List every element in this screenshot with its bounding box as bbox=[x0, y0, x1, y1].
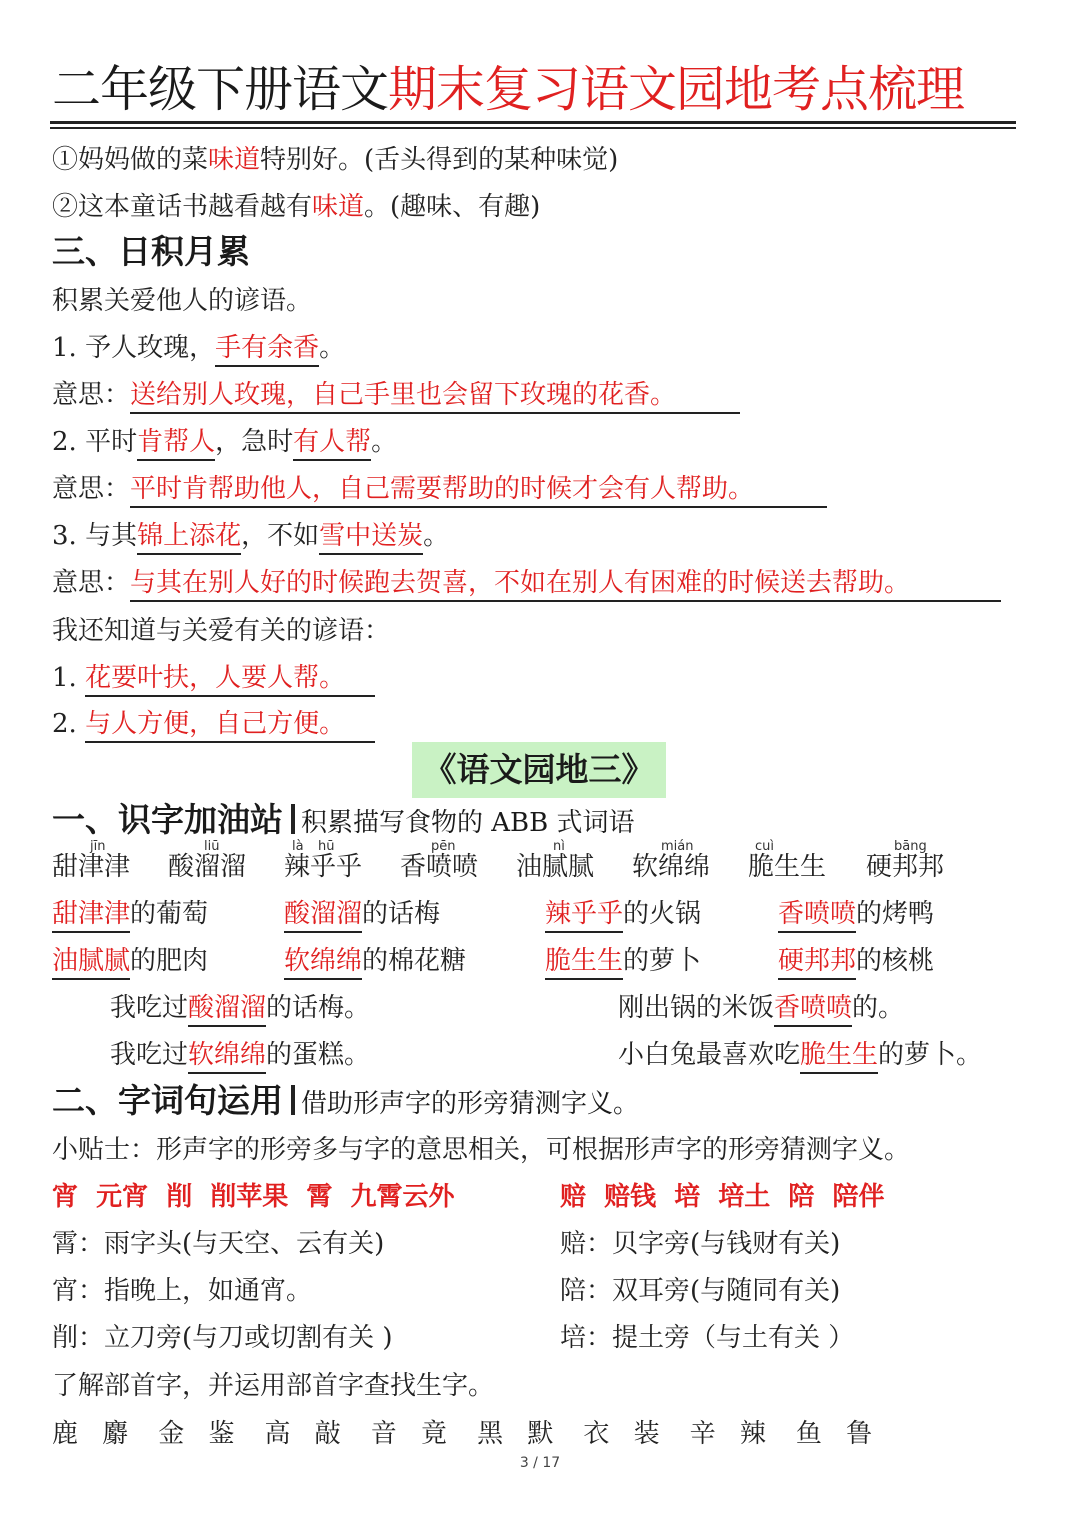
unit-title: 《语文园地三》 bbox=[412, 742, 666, 798]
saying-3 bbox=[52, 518, 449, 555]
phrase-noun: 的葡萄 bbox=[130, 899, 209, 929]
section3-intro: 积累关爱他人的谚语。 bbox=[52, 286, 313, 316]
part1-subheading: 积累描写食物的 ABB 式词语 bbox=[301, 808, 635, 838]
title-black: 二年级下册语文 bbox=[52, 61, 389, 118]
sentence-end: 的蛋糕。 bbox=[266, 1040, 371, 1070]
more-intro: 我还知道与关爱有关的谚语： bbox=[52, 616, 391, 646]
meaning-3-text: 与其在别人好的时候跑去贺喜，不如在别人有困难的时候送去帮助。 bbox=[130, 566, 1001, 602]
sentence-end: 的。 bbox=[852, 993, 905, 1023]
phrase-item bbox=[778, 943, 934, 980]
radical-pair: 辛 辣 bbox=[689, 1419, 774, 1449]
radical-pair: 鹿 麝 bbox=[52, 1419, 137, 1449]
def-left-2: 宵：指晚上，如通宵。 bbox=[52, 1276, 313, 1306]
pinyin-pen: pēn bbox=[431, 839, 456, 854]
phrase-word: 辣乎乎 bbox=[545, 897, 623, 933]
title-red: 期末复习语文园地考点梳理 bbox=[388, 61, 965, 118]
radical-pair: 金 鉴 bbox=[158, 1419, 243, 1449]
weidao-1-pre: ①妈妈做的菜 bbox=[52, 145, 209, 175]
part1-heading-text: 一、识字加油站 bbox=[52, 800, 283, 839]
abb-word: 辣乎乎 bbox=[284, 852, 363, 882]
abb-word: 香喷喷 bbox=[400, 852, 479, 882]
abb-word: 软绵绵 bbox=[632, 852, 711, 882]
saying-1 bbox=[52, 330, 345, 367]
saying-3-end: 。 bbox=[423, 521, 450, 551]
saying-1-fill: 手有余香 bbox=[215, 331, 319, 367]
saying-1-text: 1. 予人玫瑰， bbox=[52, 333, 216, 363]
abb-word: 脆生生 bbox=[748, 852, 827, 882]
radical-pair: 高 敲 bbox=[264, 1419, 349, 1449]
phrase-word: 油腻腻 bbox=[52, 944, 130, 980]
sentence-item bbox=[618, 990, 904, 1027]
title-rule-thick bbox=[50, 121, 1016, 124]
more-saying-2 bbox=[52, 706, 375, 743]
radical-pair: 衣 装 bbox=[583, 1419, 668, 1449]
more-saying-2-num: 2. bbox=[52, 709, 86, 739]
radical-intro: 了解部首字，并运用部首字查找生字。 bbox=[52, 1371, 495, 1401]
phrase-item bbox=[284, 943, 466, 980]
section3-heading: 三、日积月累 bbox=[52, 232, 250, 271]
phrase-word: 脆生生 bbox=[545, 944, 623, 980]
meaning-1-label: 意思： bbox=[52, 380, 131, 410]
page-title bbox=[52, 58, 1022, 122]
saying-1-end: 。 bbox=[319, 333, 346, 363]
pinyin-mian: mián bbox=[661, 839, 694, 854]
more-saying-1 bbox=[52, 660, 375, 697]
meaning-1-text: 送给别人玫瑰，自己手里也会留下玫瑰的花香。 bbox=[130, 378, 740, 414]
pinyin-jin: jīn bbox=[90, 839, 106, 854]
pinyin-liu: liū bbox=[204, 839, 220, 854]
phrase-item bbox=[284, 896, 440, 933]
pinyin-cui: cuì bbox=[755, 839, 774, 854]
sentence-end: 的话梅。 bbox=[266, 993, 371, 1023]
sentence-item bbox=[618, 1037, 982, 1074]
phrase-item bbox=[545, 896, 701, 933]
abb-word: 硬邦邦 bbox=[866, 852, 945, 882]
page-number: 3 / 17 bbox=[519, 1455, 561, 1471]
saying-2-fill-2: 有人帮 bbox=[293, 425, 371, 461]
phrase-item bbox=[545, 943, 701, 980]
phrase-word: 香喷喷 bbox=[778, 897, 856, 933]
saying-3-text-b: ，不如 bbox=[241, 521, 320, 551]
phrase-item bbox=[778, 896, 934, 933]
phrase-word: 硬邦邦 bbox=[778, 944, 856, 980]
sentence-item bbox=[110, 1037, 370, 1074]
def-right-3: 培：提土旁（与土有关 ） bbox=[560, 1323, 855, 1353]
sentence-end: 的萝卜。 bbox=[878, 1040, 983, 1070]
saying-2-end: 。 bbox=[371, 427, 398, 457]
tip-line: 小贴士：形声字的形旁多与字的意思相关，可根据形声字的形旁猜测字义。 bbox=[52, 1135, 911, 1165]
phrase-noun: 的话梅 bbox=[362, 899, 441, 929]
weidao-line-1 bbox=[52, 142, 618, 178]
def-right-1: 赔：贝字旁(与钱财有关) bbox=[560, 1229, 841, 1259]
part2-subheading: 借助形声字的形旁猜测字义。 bbox=[301, 1089, 640, 1119]
radical-pairs bbox=[52, 1416, 902, 1452]
phrase-noun: 的烤鸭 bbox=[856, 899, 935, 929]
red-words-left: 宵 元宵 削 削苹果 霄 九霄云外 bbox=[52, 1182, 455, 1212]
phrase-item bbox=[52, 943, 208, 980]
radical-pair: 鱼 鲁 bbox=[795, 1419, 881, 1449]
part1-heading bbox=[52, 799, 635, 844]
weidao-2-pre: ②这本童话书越看越有 bbox=[52, 192, 313, 222]
meaning-1 bbox=[52, 377, 740, 414]
saying-2-fill-1: 肯帮人 bbox=[137, 425, 215, 461]
red-words-right: 赔 赔钱 培 培土 陪 陪伴 bbox=[560, 1182, 885, 1212]
weidao-2-post: 。(趣味、有趣) bbox=[364, 192, 541, 222]
sentence-word: 软绵绵 bbox=[188, 1038, 266, 1074]
pinyin-ni: nì bbox=[553, 839, 565, 854]
abb-word: 油腻腻 bbox=[516, 852, 595, 882]
saying-2 bbox=[52, 424, 397, 461]
radical-pair: 黑 默 bbox=[477, 1419, 562, 1449]
sentence-start: 我吃过 bbox=[110, 993, 189, 1023]
phrase-noun: 的肥肉 bbox=[130, 946, 209, 976]
weidao-1-word: 味道 bbox=[208, 145, 261, 175]
pinyin-hu: hū bbox=[318, 839, 335, 854]
abb-word: 酸溜溜 bbox=[168, 852, 247, 882]
more-saying-1-text: 花要叶扶，人要人帮。 bbox=[85, 661, 375, 697]
meaning-2-text: 平时肯帮助他人，自己需要帮助的时候才会有人帮助。 bbox=[130, 472, 827, 508]
meaning-2-label: 意思： bbox=[52, 474, 131, 504]
meaning-2 bbox=[52, 471, 827, 508]
more-saying-2-text: 与人方便，自己方便。 bbox=[85, 707, 375, 743]
phrase-item bbox=[52, 896, 208, 933]
saying-2-text-b: ，急时 bbox=[215, 427, 294, 457]
phrase-word: 甜津津 bbox=[52, 897, 130, 933]
def-left-3: 削：立刀旁(与刀或切割有关 ) bbox=[52, 1323, 393, 1353]
more-saying-1-num: 1. bbox=[52, 663, 86, 693]
phrase-word: 酸溜溜 bbox=[284, 897, 362, 933]
sentence-word: 脆生生 bbox=[800, 1038, 878, 1074]
pinyin-la: là bbox=[292, 839, 304, 854]
sentence-word: 香喷喷 bbox=[774, 991, 852, 1027]
part2-heading bbox=[52, 1080, 639, 1125]
def-right-2: 陪：双耳旁(与随同有关) bbox=[560, 1276, 841, 1306]
saying-3-text-a: 3. 与其 bbox=[52, 521, 138, 551]
weidao-2-word: 味道 bbox=[312, 192, 365, 222]
phrase-noun: 的火锅 bbox=[623, 899, 702, 929]
meaning-3-label: 意思： bbox=[52, 568, 131, 598]
phrase-noun: 的萝卜 bbox=[623, 946, 702, 976]
sentence-item bbox=[110, 990, 370, 1027]
saying-3-fill-1: 锦上添花 bbox=[137, 519, 241, 555]
pinyin-bang: bāng bbox=[894, 839, 927, 854]
meaning-3 bbox=[52, 565, 1001, 602]
phrase-noun: 的核桃 bbox=[856, 946, 935, 976]
phrase-word: 软绵绵 bbox=[284, 944, 362, 980]
weidao-line-2 bbox=[52, 189, 540, 225]
sentence-start: 我吃过 bbox=[110, 1040, 189, 1070]
sentence-start: 刚出锅的米饭 bbox=[618, 993, 775, 1023]
heading-divider bbox=[291, 804, 295, 834]
part2-heading-text: 二、字词句运用 bbox=[52, 1081, 283, 1120]
heading-divider bbox=[291, 1085, 295, 1115]
weidao-1-post: 特别好。(舌头得到的某种味觉) bbox=[260, 145, 619, 175]
saying-3-fill-2: 雪中送炭 bbox=[319, 519, 423, 555]
title-rule-thin bbox=[50, 127, 1016, 129]
sentence-start: 小白兔最喜欢吃 bbox=[618, 1040, 801, 1070]
sentence-word: 酸溜溜 bbox=[188, 991, 266, 1027]
radical-pair: 音 竟 bbox=[370, 1419, 456, 1449]
saying-2-text-a: 2. 平时 bbox=[52, 427, 138, 457]
phrase-noun: 的棉花糖 bbox=[362, 946, 467, 976]
def-left-1: 霄：雨字头(与天空、云有关) bbox=[52, 1229, 385, 1259]
abb-word: 甜津津 bbox=[52, 852, 131, 882]
